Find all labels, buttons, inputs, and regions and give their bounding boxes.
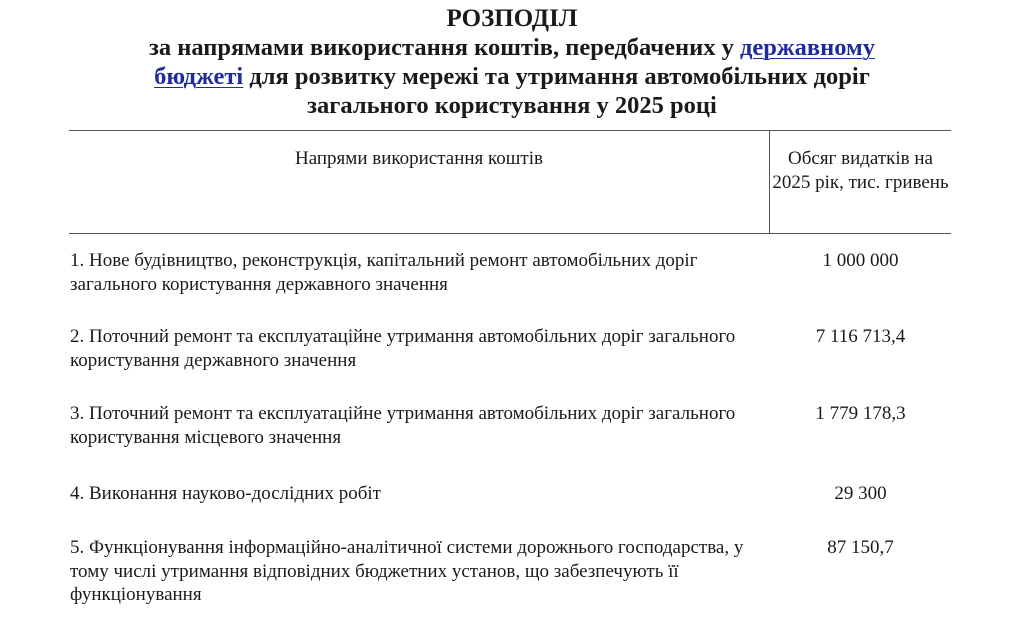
subtitle-text-start: за напрямами використання коштів, передбачених у [149,34,740,61]
table-row [69,402,951,449]
table-row [69,536,951,607]
row-amount: 29 300 [834,483,887,504]
row-description: 3. Поточний ремонт та експлуатаційне утримання автомобільних доріг загального користування місцевого значення [70,403,736,448]
link-biud[interactable]: бюд [154,63,197,90]
document-heading [0,4,1024,120]
table-row [69,249,951,296]
row-description: 4. Виконання науково-дослідних робіт [70,483,381,504]
row-description: 5. Функціонування інформаційно-аналітичної системи дорожнього господарства, у тому числі утримання відповідних бюджетних установ, що забезпечують її функціонування [70,537,744,605]
table-header-row [69,131,951,234]
allocation-table [69,130,951,605]
link-zheti[interactable]: жеті [196,63,244,90]
row-description: 2. Поточний ремонт та експлуатаційне утримання автомобільних доріг загального користування державного значення [70,326,736,371]
row-amount: 87 150,7 [827,537,894,558]
row-description: 1. Нове будівництво, реконструкція, капітальний ремонт автомобільних доріг загального користування державного значення [70,250,698,295]
link-derzhavnomu[interactable]: державному [739,34,875,61]
document-title: РОЗПОДІЛ [446,5,578,32]
table-row [69,482,951,506]
row-amount: 7 116 713,4 [815,326,906,347]
row-amount: 1 000 000 [822,250,899,271]
table-row [69,325,951,372]
header-direction: Напрями використання коштів [69,131,770,233]
header-amount: Обсяг видатків на 2025 рік, тис. гривень [772,148,949,193]
row-amount: 1 779 178,3 [815,403,906,424]
subtitle-text-middle: для розвитку мережі та утримання автомобільних доріг [243,63,870,90]
subtitle-text-end: загального користування у 2025 році [307,92,717,119]
